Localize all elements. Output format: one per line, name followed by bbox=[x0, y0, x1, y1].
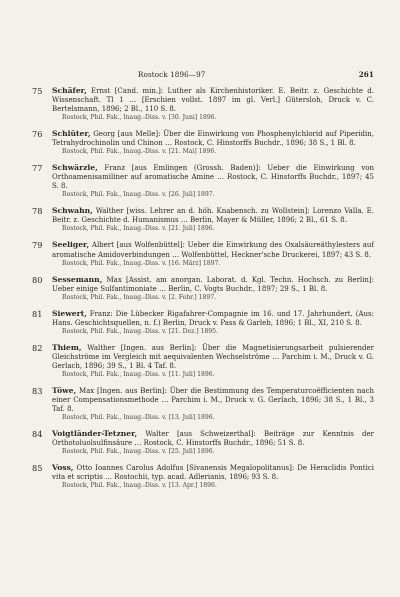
running-title: Rostock 1896—97 bbox=[138, 70, 206, 79]
dissertation-note: Rostock, Phil. Fak., Inaug.-Diss. v. [13. Juli] 1896. bbox=[62, 414, 215, 422]
entry-description: Walther [wiss. Lehrer an d. höh. Knabensch. zu Wollstein]: Lorenzo Valla. E. Beitr. z. Geschichte d. Humanismus … Berlin, Mayer & Müller, 1896; 2 Bl., 61 S. 8. bbox=[52, 207, 374, 225]
entry-number: 83 bbox=[32, 385, 43, 396]
dissertation-note: Rostock, Phil. Fak., Inaug.-Diss. v. [11. Juli] 1896. bbox=[62, 370, 215, 378]
entry-description: Franz [aus Emlingen (Grossh. Baden)]: Ueber die Einwirkung von Orthoamenisamiliner auf aromatische Amine … Rostock, C. Hinstorffs Buchdr., 1897; 45 S. 8. bbox=[52, 164, 374, 191]
bibliography-entry bbox=[32, 309, 374, 337]
entry-description: Georg [aus Melle]: Über die Einwirkung von Phosphenylchlorid auf Piperidin, Tetrahydrochinolin und Chinon … Rostock, C. Hinstorffs Buchdr., 1896; 38 S., 1 Bl. 8. bbox=[52, 130, 374, 148]
bibliography-entry bbox=[32, 129, 374, 157]
entry-description: Max [Assist. am anorgan. Laborat. d. Kgl. Techn. Hochsch. zu Berlin]: Ueber einige Sulfantimoniate … Berlin, C. Vogts Buchdr., 1897; 29 S., 1 Bl. 8. bbox=[52, 275, 374, 293]
author-name: Sessemann, bbox=[52, 274, 103, 284]
entry-description: Walter [aus Schweizerthal]: Beiträge zur Kenntnis der Orthotoluolsulfinsäure … Rostock, C. Hinstorffs Buchdr., 1896; 51 S. 8. bbox=[52, 430, 374, 448]
author-name: Schwärzle, bbox=[52, 163, 98, 173]
entry-text bbox=[52, 206, 374, 234]
bibliography-entry bbox=[32, 343, 374, 380]
entry-text bbox=[52, 240, 374, 268]
author-name: Voss, bbox=[52, 463, 74, 473]
entry-description: Ernst [Cand. min.]: Luther als Kirchenhistoriker. E. Beitr. z. Geschichte d. Wissenschaft. Tl 1 … [Erschien vollst. 1897 im gl. Verl.] Gütersloh, Druck v. C. Bertelsmann, 1896; 2 Bl., 110 S. 8. bbox=[52, 87, 374, 114]
dissertation-note: Rostock, Phil. Fak., Inaug.-Diss. v. [26. Juli] 1897. bbox=[62, 191, 215, 199]
entry-text bbox=[52, 343, 374, 380]
entry-text bbox=[52, 463, 374, 491]
dissertation-note: Rostock, Phil. Fak., Inaug.-Diss. v. [16. März] 1897. bbox=[62, 259, 221, 267]
entry-number: 77 bbox=[32, 163, 43, 174]
entry-description: Albert [aus Wolfenbüttel]: Ueber die Einwirkung des Oxalsäureäthylesters auf aromatische Amidoverbindungen … Wolfenbüttel, Heckner'sche Druckerei, 1897; 43 S. 8. bbox=[52, 241, 374, 259]
author-name: Töwe, bbox=[52, 385, 77, 395]
entry-text bbox=[52, 275, 374, 303]
dissertation-note: Rostock, Phil. Fak., Inaug.-Diss. v. [2. Febr.] 1897. bbox=[62, 293, 217, 301]
bibliography-entry bbox=[32, 429, 374, 457]
author-name: Schwahn, bbox=[52, 206, 93, 216]
entry-description: Max [Ingen. aus Berlin]: Über die Bestimmung des Temperaturcoëfficienten nach einer Compensationsmethode … Parchim i. M., Druck v. G. Gerlach, 1896; 38 S., 1 Bl., 3 Taf. 8. bbox=[52, 386, 374, 413]
entry-number: 79 bbox=[32, 240, 43, 251]
author-name: Seeliger, bbox=[52, 240, 90, 250]
entry-number: 78 bbox=[32, 206, 43, 217]
dissertation-note: Rostock, Phil. Fak., Inaug.-Diss. v. [25. Juli] 1896. bbox=[62, 448, 215, 456]
entry-number: 84 bbox=[32, 429, 43, 440]
entry-description: Walther [Ingen. aus Berlin]: Über die Magnetisierungsarbeit pulsierender Gleichströme im Vergleich mit aequivalenten Wechselströme … Parchim i. M., Druck v. G. Gerlach, 1896; 39 S., 1 Bl. 4 Taf. 8. bbox=[52, 343, 374, 370]
entry-text bbox=[52, 429, 374, 457]
bibliography-entry bbox=[32, 163, 374, 200]
entry-number: 75 bbox=[32, 86, 43, 96]
author-name: Schäfer, bbox=[52, 86, 87, 95]
entry-number: 76 bbox=[32, 129, 43, 140]
entry-text bbox=[52, 86, 374, 123]
author-name: Schlüter, bbox=[52, 129, 91, 139]
entry-number: 81 bbox=[32, 308, 43, 319]
dissertation-note: Rostock, Phil. Fak., Inaug.-Diss. v. [30. Juni] 1896. bbox=[62, 114, 217, 122]
dissertation-note: Rostock, Phil. Fak., Inaug.-Diss. v. [21. Dez.] 1895. bbox=[62, 327, 218, 335]
dissertation-note: Rostock, Phil. Fak., Inaug.-Diss. v. [21. Juli] 1896. bbox=[62, 225, 215, 233]
dissertation-note: Rostock, Phil. Fak., Inaug.-Diss. v. [13. Apr.] 1896. bbox=[62, 482, 217, 490]
entry-description: Franz: Die Lübecker Rigafahrer-Compagnie im 16. und 17. Jahrhundert. (Aus: Hans. Geschichtsquellen, n. f.) Berlin, Druck v. Pass & Garleb, 1896; 1 Bl., XI, 210 S. 8. bbox=[52, 309, 374, 327]
entry-text bbox=[52, 386, 374, 423]
author-name: Siewert, bbox=[52, 308, 87, 318]
bibliography-entry bbox=[32, 86, 374, 123]
page-number: 261 bbox=[358, 70, 374, 79]
entry-text bbox=[52, 309, 374, 337]
entry-number: 82 bbox=[32, 342, 43, 353]
bibliography-entry bbox=[32, 206, 374, 234]
author-name: Voigtländer-Tetzner, bbox=[52, 429, 138, 439]
dissertation-note: Rostock, Phil. Fak., Inaug.-Diss. v. [21. Mai] 1896. bbox=[62, 148, 217, 156]
bibliography-entry bbox=[32, 240, 374, 268]
entry-list bbox=[32, 86, 374, 497]
entry-number: 80 bbox=[32, 274, 43, 285]
bibliography-entry bbox=[32, 275, 374, 303]
bibliography-entry bbox=[32, 386, 374, 423]
entry-text bbox=[52, 129, 374, 157]
entry-number: 85 bbox=[32, 463, 43, 474]
running-head bbox=[138, 70, 374, 79]
entry-text bbox=[52, 163, 374, 200]
author-name: Thiem, bbox=[52, 342, 82, 352]
bibliography-entry bbox=[32, 463, 374, 491]
entry-description: Otto Ioannes Carolus Adolfus [Sivanensis Megalopolitanus]: De Heraclidis Pontici vita et scriptis … Rostochii, typ. acad. Adlerianis, 1896; 93 S. 8. bbox=[52, 464, 374, 482]
